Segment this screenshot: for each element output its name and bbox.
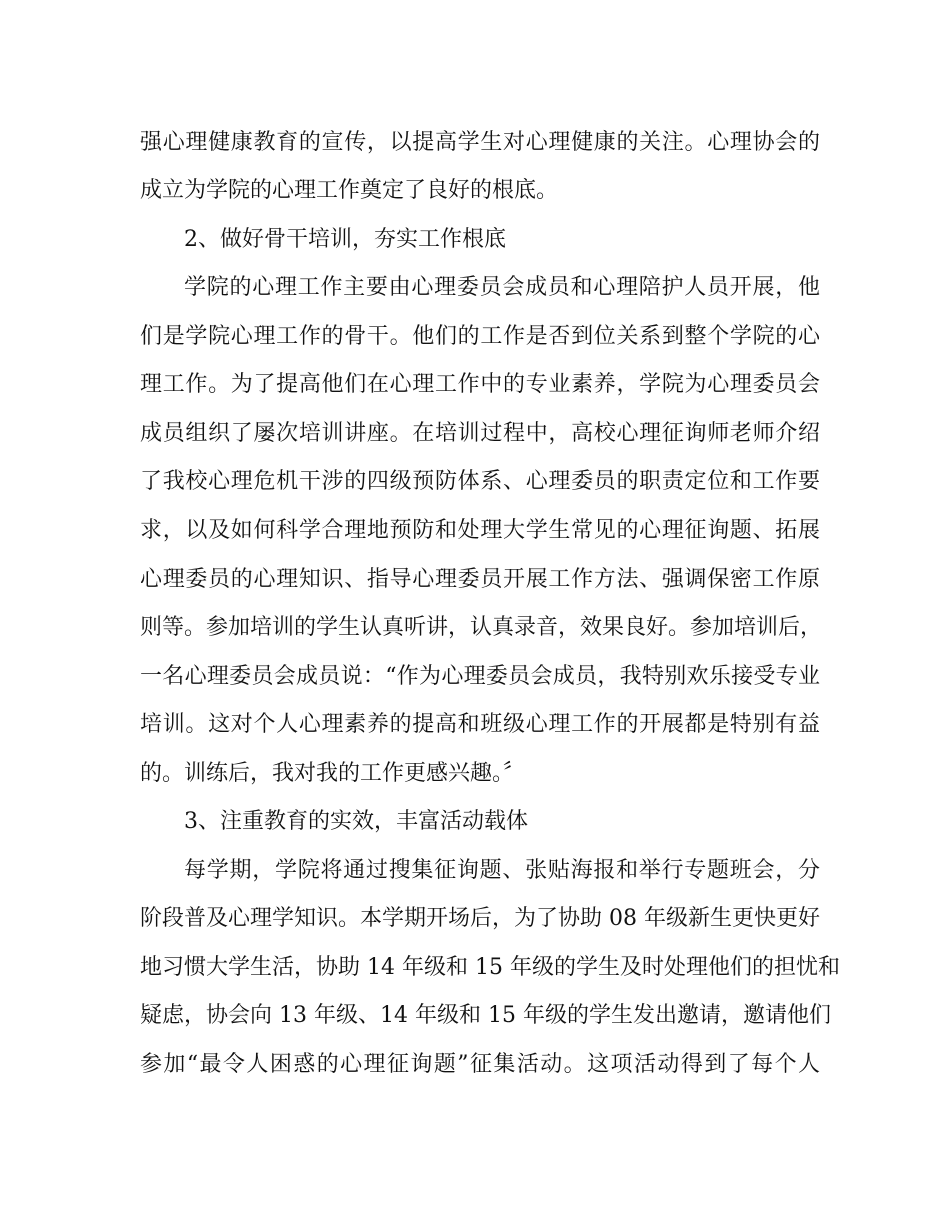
paragraph-line: 求，以及如何科学合理地预防和处理大学生常见的心理征询题、拓展: [140, 518, 820, 543]
paragraph-line: 了我校心理危机干涉的四级预防体系、心理委员的职责定位和工作要: [140, 469, 820, 494]
paragraph-line: 一名心理委员会成员说：“作为心理委员会成员，我特别欢乐接受专业: [140, 664, 820, 689]
paragraph-line: 每学期，学院将通过搜集征询题、张贴海报和举行专题班会，分: [184, 858, 820, 883]
paragraph-line: 的。训练后，我对我的工作更感兴趣。〞: [140, 761, 526, 786]
paragraph-line: 培训。这对个人心理素养的提高和班级心理工作的开展都是特别有益: [140, 712, 820, 737]
paragraph-line: 成员组织了屡次培训讲座。在培训过程中，高校心理征询师老师介绍: [140, 421, 820, 446]
paragraph-line: 强心理健康教育的宣传，以提高学生对心理健康的关注。心理协会的: [140, 130, 820, 155]
section-heading: 3、注重教育的实效，丰富活动载体: [184, 809, 528, 834]
paragraph-line: 阶段普及心理学知识。本学期开场后，为了协助 08 年级新生更快更好: [140, 906, 820, 931]
paragraph-line: 疑虑，协会向 13 年级、14 年级和 15 年级的学生发出邀请，邀请他们: [140, 1003, 831, 1028]
paragraph-line: 参加“最令人困惑的心理征询题”征集活动。这项活动得到了每个人: [140, 1052, 820, 1077]
paragraph-line: 则等。参加培训的学生认真听讲，认真录音，效果良好。参加培训后，: [140, 615, 823, 640]
paragraph-line: 心理委员的心理知识、指导心理委员开展工作方法、强调保密工作原: [140, 567, 820, 592]
paragraph-line: 们是学院心理工作的骨干。他们的工作是否到位关系到整个学院的心: [140, 324, 820, 349]
paragraph-line: 地习惯大学生活，协助 14 年级和 15 年级的学生及时处理他们的担忧和: [140, 955, 840, 980]
paragraph-line: 理工作。为了提高他们在心理工作中的专业素养，学院为心理委员会: [140, 372, 820, 397]
paragraph-line: 学院的心理工作主要由心理委员会成员和心理陪护人员开展，他: [184, 275, 820, 300]
paragraph-line: 成立为学院的心理工作奠定了良好的根底。: [140, 178, 559, 203]
section-heading: 2、做好骨干培训，夯实工作根底: [184, 227, 506, 252]
